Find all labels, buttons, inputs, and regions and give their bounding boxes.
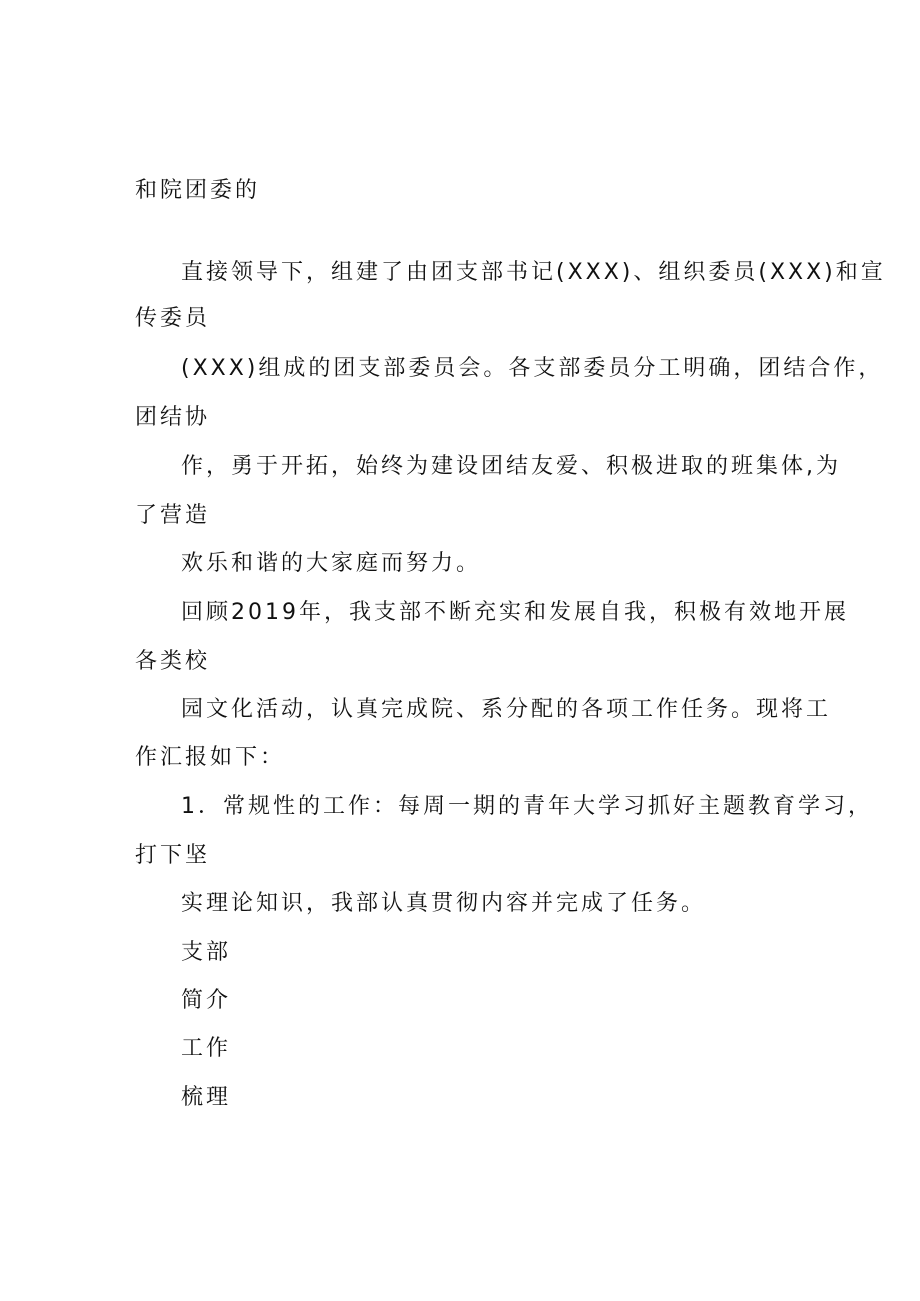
paragraph-line: 园文化活动，认真完成院、系分配的各项工作任务。现将工 — [181, 697, 832, 722]
paragraph-line: 各类校 — [135, 649, 211, 674]
section-heading-line: 支部 — [181, 940, 232, 965]
paragraph-line: 和院团委的 — [135, 178, 261, 203]
paragraph-line: 作汇报如下： — [135, 745, 286, 770]
paragraph-line: 欢乐和谐的大家庭而努力。 — [181, 551, 482, 576]
section-heading-line: 工作 — [181, 1036, 232, 1061]
paragraph-line: 团结协 — [135, 405, 211, 430]
paragraph-line: 回顾2019年，我支部不断充实和发展自我，积极有效地开展 — [181, 600, 849, 625]
section-heading-line: 梳理 — [181, 1085, 232, 1110]
paragraph-line: 实理论知识，我部认真贯彻内容并完成了任务。 — [181, 891, 707, 916]
paragraph-line: 作，勇于开拓，始终为建设团结友爱、积极进取的班集体,为 — [181, 454, 841, 479]
paragraph-line: (XXX)组成的团支部委员会。各支部委员分工明确，团结合作， — [181, 356, 884, 381]
section-heading-line: 简介 — [181, 988, 232, 1013]
paragraph-line: 了营造 — [135, 503, 211, 528]
paragraph-line: 直接领导下，组建了由团支部书记(XXX)、组织委员(XXX)和宣 — [181, 260, 886, 285]
paragraph-line: 传委员 — [135, 306, 211, 331]
paragraph-line: 1．常规性的工作：每周一期的青年大学习抓好主题教育学习， — [181, 794, 873, 819]
paragraph-line: 打下坚 — [135, 843, 211, 868]
